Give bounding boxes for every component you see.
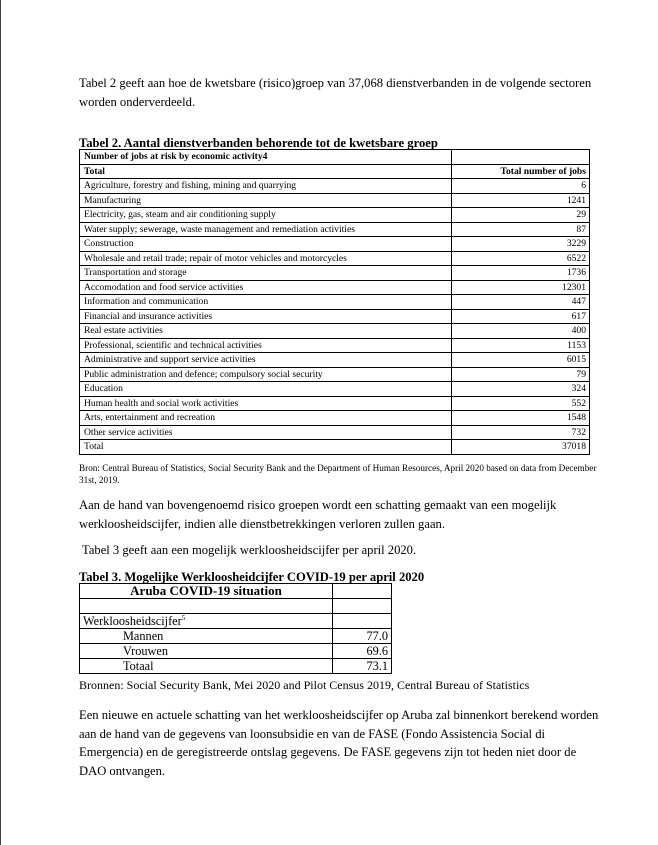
table2-row	[80, 237, 590, 252]
table3-row	[80, 659, 392, 674]
table3-caption: Tabel 3. Mogelijke Werkloosheidcijfer COVID-19 per april 2020	[79, 570, 425, 584]
table2-row-label: Water supply; sewerage, waste management and remediation activities	[80, 222, 452, 237]
table2-source: Bron: Central Bureau of Statistics, Social Security Bank and the Department of Human Resources, April 2020 based on data from December 31st, 2019.	[79, 463, 597, 485]
table2-row	[80, 338, 590, 353]
table2-row	[80, 353, 590, 368]
table2-row-value: 3229	[452, 237, 590, 252]
table3-header-cell: Aruba COVID-19 situation	[80, 584, 333, 599]
table2-row	[80, 396, 590, 411]
table2-row-value: 1153	[452, 338, 590, 353]
table2-row-label: Financial and insurance activities	[80, 309, 452, 324]
table2-row	[80, 382, 590, 397]
table2-row-label: Public administration and defence; compulsory social security	[80, 367, 452, 382]
table2-row-label: Wholesale and retail trade; repair of motor vehicles and motorcycles	[80, 251, 452, 266]
table2	[79, 149, 590, 455]
table3-source: Bronnen: Social Security Bank, Mei 2020 and Pilot Census 2019, Central Bureau of Statistics	[79, 678, 530, 692]
table2-row-value: 732	[452, 425, 590, 440]
table2-row-value: 6522	[452, 251, 590, 266]
table2-row-value: 324	[452, 382, 590, 397]
table2-row-value: 79	[452, 367, 590, 382]
table2-row	[80, 411, 590, 426]
table2-row-value: 87	[452, 222, 590, 237]
table3-section-label	[80, 614, 333, 629]
table3-row	[80, 644, 392, 659]
table2-row-value: 29	[452, 208, 590, 223]
table2-row-label: Education	[80, 382, 452, 397]
table3-spacer-cell	[80, 599, 333, 614]
table2-row	[80, 367, 590, 382]
table2-row-label: Real estate activities	[80, 324, 452, 339]
table2-row-value: 1241	[452, 193, 590, 208]
table2-row-label: Other service activities	[80, 425, 452, 440]
table2-row-label: Arts, entertainment and recreation	[80, 411, 452, 426]
table2-row-label: Manufacturing	[80, 193, 452, 208]
table2-row	[80, 280, 590, 295]
page-left-edge	[0, 0, 1, 845]
table3-section-empty-cell	[333, 614, 392, 629]
table2-row	[80, 266, 590, 281]
table2-row-value: 1736	[452, 266, 590, 281]
table2-row-value: 6	[452, 179, 590, 194]
table3-header-row	[80, 584, 392, 599]
table2-row-value: 6015	[452, 353, 590, 368]
intro-paragraph: Tabel 2 geeft aan hoe de kwetsbare (risico)groep van 37,068 dienstverbanden in de volgende sectoren worden onderverdeeld.	[79, 76, 592, 109]
table2-row-label: Construction	[80, 237, 452, 252]
table2-row-value: 447	[452, 295, 590, 310]
table2-row-label: Accomodation and food service activities	[80, 280, 452, 295]
table2-header-label: Total	[80, 164, 452, 179]
table2-row	[80, 295, 590, 310]
table2-row-label: Information and communication	[80, 295, 452, 310]
table3-header-empty-cell	[333, 584, 392, 599]
table2-row	[80, 222, 590, 237]
table2-title-cell: Number of jobs at risk by economic activity4	[80, 150, 452, 165]
table2-row-label: Agriculture, forestry and fishing, mining and quarrying	[80, 179, 452, 194]
table2-row-label: Professional, scientific and technical activities	[80, 338, 452, 353]
table3-row-label: Totaal	[80, 659, 333, 674]
table2-row-value: 400	[452, 324, 590, 339]
paragraph-table3-intro: Tabel 3 geeft aan een mogelijk werkloosheidscijfer per april 2020.	[82, 543, 417, 557]
table3-row	[80, 629, 392, 644]
table3-row-value: 69.6	[333, 644, 392, 659]
table2-row	[80, 193, 590, 208]
table2-title-empty-cell	[452, 150, 590, 165]
table2-row-label: Transportation and storage	[80, 266, 452, 281]
table2-row-label: Total	[80, 440, 452, 455]
table2-row-value: 617	[452, 309, 590, 324]
table2-row	[80, 179, 590, 194]
paragraph-new-estimate: Een nieuwe en actuele schatting van het werkloosheidscijfer op Aruba zal binnenkort berekend worden aan de hand van de gegevens van loonsubsidie en van de FASE (Fondo Assistencia Social di Emergencia) en de geregistreerde ontslag gegevens. De FASE gegevens zijn tot heden niet door de DAO ontvangen.	[79, 708, 599, 778]
table3-spacer-value-cell	[333, 599, 392, 614]
table2-row	[80, 425, 590, 440]
table2-row-label: Administrative and support service activities	[80, 353, 452, 368]
table3-row-label: Mannen	[80, 629, 333, 644]
table3	[79, 583, 392, 674]
table2-row-value: 552	[452, 396, 590, 411]
footnote-marker: 5	[181, 614, 186, 622]
table3-row-value: 73.1	[333, 659, 392, 674]
table3-section-text: Werkloosheidscijfer	[83, 614, 182, 628]
table3-row-value: 77.0	[333, 629, 392, 644]
table3-spacer-row	[80, 599, 392, 614]
table2-title-row	[80, 150, 590, 165]
table3-row-label: Vrouwen	[80, 644, 333, 659]
table2-caption: Tabel 2. Aantal dienstverbanden behorende tot de kwetsbare groep	[79, 136, 438, 150]
table2-row-label: Electricity, gas, steam and air conditioning supply	[80, 208, 452, 223]
table2-header-value: Total number of jobs	[452, 164, 590, 179]
table2-row	[80, 324, 590, 339]
paragraph-risk-estimate: Aan de hand van bovengenoemd risico groepen wordt een schatting gemaakt van een mogelijk werkloosheidscijfer, indien alle dienstbetrekkingen verloren zullen gaan.	[79, 498, 557, 531]
table2-row	[80, 440, 590, 455]
table2-row-value: 37018	[452, 440, 590, 455]
table2-row	[80, 251, 590, 266]
table3-section-row	[80, 614, 392, 629]
table2-row-value: 1548	[452, 411, 590, 426]
table2-row	[80, 208, 590, 223]
table2-row-label: Human health and social work activities	[80, 396, 452, 411]
table2-row-value: 12301	[452, 280, 590, 295]
table2-header-row	[80, 164, 590, 179]
table2-row	[80, 309, 590, 324]
